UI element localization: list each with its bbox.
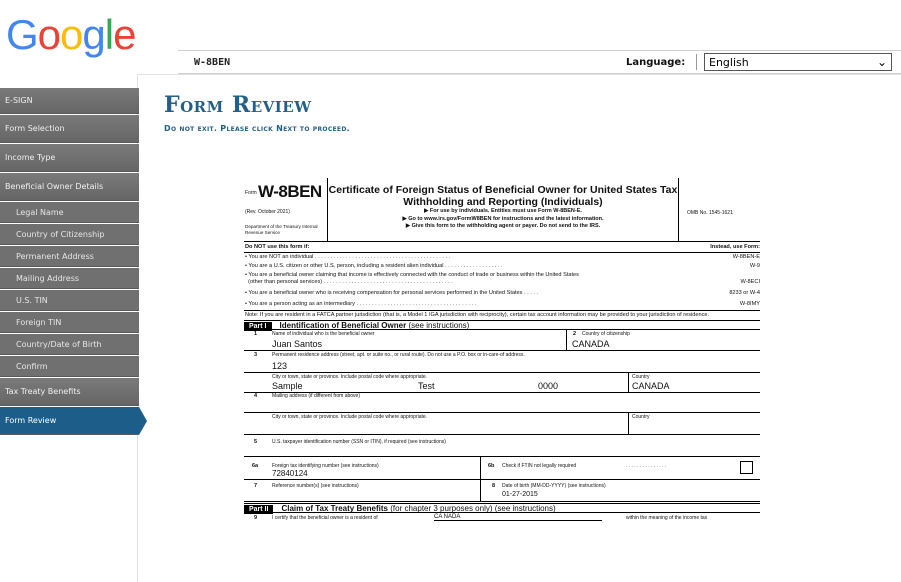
- w8ben-form-preview: [244, 178, 760, 582]
- line-4-country-label: Country: [632, 414, 650, 420]
- sidebar-item-e-sign[interactable]: [0, 88, 139, 114]
- line-1-label: Name of individual who is the beneficial owner: [272, 331, 375, 337]
- condition-form: W-8ECI: [740, 278, 760, 285]
- leader-dots: . . . . . . . . . . . . . . . . . . .: [445, 263, 503, 269]
- form-instruction-3: ▶ Give this form to the withholding agent or payer. Do not send to the IRS.: [405, 223, 601, 229]
- part-1-note: (see instructions): [408, 321, 470, 330]
- line-2-label: Country of citizenship: [582, 331, 630, 337]
- sidebar-item-label: Mailing Address: [16, 273, 80, 283]
- sidebar-item-beneficial-owner-details[interactable]: [0, 173, 139, 201]
- line-1-value: Juan Santos: [272, 339, 323, 349]
- sidebar-item-label: Country/Date of Birth: [16, 339, 102, 349]
- form-id-box: [244, 178, 328, 242]
- condition-text: (other than personal services): [248, 278, 323, 285]
- omb-number: OMB No. 1545-1621: [687, 210, 733, 216]
- part-1-tag: Part I: [244, 322, 272, 331]
- line-7-label: Reference number(s) (see instructions): [272, 483, 359, 489]
- line-4-city-label: City or town, state or province. Include postal code where appropriate.: [272, 414, 428, 420]
- leader-dots: . . . . . . . . . . . . . . . . . . . . . . . . . . . . . . . . . . . . . . . . . .: [323, 278, 453, 285]
- cell-divider: [480, 457, 481, 479]
- line-number: 7: [254, 483, 258, 489]
- form-instruction-1: ▶ For use by individuals. Entities must use Form W-8BEN-E.: [424, 208, 582, 214]
- line-6b-label: Check if FTIN not legally required: [502, 463, 577, 469]
- part-1-header: [244, 320, 760, 330]
- line-number: 1: [254, 331, 258, 337]
- part-1-title: Identification of Beneficial Owner: [279, 321, 407, 330]
- form-word: Form: [245, 190, 257, 196]
- logo-letter: g: [82, 11, 105, 58]
- sidebar-item-country-of-citizenship[interactable]: [0, 224, 139, 245]
- line-number: 6b: [488, 463, 495, 469]
- condition-text: • You are a person acting as an intermediary: [245, 300, 355, 307]
- sidebar-item-label: Foreign TIN: [16, 317, 62, 327]
- sidebar-item-label: Permanent Address: [16, 251, 94, 261]
- leader-dots: . . . . . . . . . . . . . . . . . . . . . . . . . . . . . . . . . . . . . . . . . . . .: [314, 254, 451, 260]
- line-5: [244, 435, 760, 457]
- condition-form: W-8IMY: [739, 300, 760, 307]
- logo-letter: o: [60, 11, 83, 58]
- page-subtitle: Do not exit. Please click Next to proceed.: [164, 124, 350, 133]
- logo-letter: o: [37, 11, 61, 58]
- form-department: Department of the Treasury Internal Revenue Service: [245, 224, 318, 235]
- form-header: [244, 178, 760, 242]
- line-9: [244, 513, 760, 525]
- form-title-box: [328, 178, 678, 242]
- line-6a-value: 72840124: [272, 469, 308, 478]
- sidebar-item-label: Confirm: [16, 361, 48, 371]
- form-code: W-8BEN: [194, 56, 231, 68]
- line-number: 9: [254, 515, 258, 521]
- sidebar-item-permanent-address[interactable]: [0, 246, 139, 267]
- logo-letter: G: [6, 11, 38, 58]
- instead-label: Instead, use Form:: [710, 244, 760, 250]
- header-bar: [178, 50, 901, 74]
- sidebar-item-legal-name[interactable]: [0, 202, 139, 223]
- line-3: [244, 351, 760, 373]
- fatca-note: [244, 311, 760, 321]
- form-omb-box: [678, 178, 760, 242]
- line-number: 8: [492, 483, 496, 489]
- line-3-postal-value: 0000: [538, 381, 559, 391]
- line-4-label: Mailing address (if different from above): [272, 393, 361, 399]
- condition-row: [244, 279, 760, 286]
- logo-letter: l: [104, 11, 114, 58]
- condition-row: [244, 262, 760, 271]
- condition-row: [244, 271, 760, 279]
- sidebar-item-us-tin[interactable]: [0, 290, 139, 311]
- line-number: 3: [254, 352, 258, 358]
- condition-text: • You are a beneficial owner who is receiving compensation for personal services performed in the United States: [245, 289, 523, 296]
- line-4: [244, 393, 760, 413]
- line-8-value: 01-27-2015: [502, 491, 538, 498]
- line-1-2: [244, 330, 760, 351]
- line-3-state-value: Test: [418, 381, 435, 391]
- line-3-label: Permanent residence address (street, apt. or suite no., or rural route). Do not use a P.O. box or in-care-of address.: [272, 352, 525, 358]
- condition-form: W-8BEN-E: [732, 254, 760, 260]
- part-2-note: (for chapter 3 purposes only) (see instructions): [390, 504, 556, 513]
- condition-text: • You are a U.S. citizen or other U.S. person, including a resident alien individual: [245, 263, 444, 269]
- leader-dots: . . . . . . . . . . . . . . . . . . . . . . . . . . . . . . . . . . . . . . .: [356, 300, 477, 307]
- page-title: Form Review: [164, 92, 312, 118]
- language-label: Language:: [626, 56, 686, 68]
- line-6a-label: Foreign tax identifying number (see instructions): [272, 463, 379, 469]
- line-6: [244, 457, 760, 480]
- sidebar-item-tax-treaty-benefits[interactable]: [0, 378, 139, 406]
- cell-divider: [566, 330, 567, 350]
- form-revision: (Rev. October 2021): [245, 209, 290, 215]
- line-number: 6a: [252, 463, 259, 469]
- form-instruction-2: ▶ Go to www.irs.gov/FormW8BEN for instructions and the latest information.: [402, 215, 604, 222]
- line-3-value: 123: [272, 361, 288, 371]
- line-9-value: CA NADA: [434, 514, 602, 521]
- line-2-value: CANADA: [572, 339, 610, 349]
- content-divider: [137, 74, 901, 75]
- language-select[interactable]: [704, 53, 892, 71]
- condition-text: • You are a beneficial owner claiming that income is effectively connected with the conduct of trade or business within the United States: [245, 272, 579, 278]
- condition-row: [244, 289, 760, 298]
- line-number: 4: [254, 393, 258, 399]
- sidebar-item-mailing-address[interactable]: [0, 268, 139, 289]
- sidebar-item-country-date-of-birth[interactable]: [0, 334, 139, 355]
- sidebar-item-label: Legal Name: [16, 207, 64, 217]
- sidebar-item-foreign-tin[interactable]: [0, 312, 139, 333]
- cell-divider: [480, 480, 481, 501]
- part-2-title: Claim of Tax Treaty Benefits: [281, 504, 389, 513]
- cell-divider: [628, 413, 629, 434]
- line-3-country-label: Country: [632, 374, 650, 380]
- line-number: 2: [573, 331, 577, 337]
- condition-form: W-9: [749, 263, 760, 269]
- google-logo: [6, 11, 136, 58]
- sidebar: [0, 88, 146, 436]
- form-name: W-8BEN: [258, 182, 322, 201]
- sidebar-item-label: Form Review: [5, 416, 57, 425]
- sidebar-item-label: Form Selection: [5, 124, 65, 133]
- condition-text: • You are NOT an individual: [245, 254, 314, 260]
- line-3-country-value: CANADA: [632, 381, 670, 391]
- form-title: Certificate of Foreign Status of Beneficial Owner for United States Tax Withholding and Reporting (Individuals): [328, 184, 678, 208]
- ftin-not-required-checkbox[interactable]: [740, 461, 753, 474]
- sidebar-item-label: Tax Treaty Benefits: [5, 387, 81, 396]
- line-8-label: Date of birth (MM-DD-YYYY) (see instructions): [502, 483, 606, 489]
- line-3-city-value: Sample: [272, 381, 303, 391]
- sidebar-item-label: U.S. TIN: [16, 295, 48, 305]
- condition-row: [244, 300, 760, 309]
- sidebar-item-income-type[interactable]: [0, 144, 139, 172]
- line-5-label: U.S. taxpayer identification number (SSN or ITIN), if required (see instructions): [272, 439, 446, 445]
- sidebar-item-label: Beneficial Owner Details: [5, 182, 104, 191]
- sidebar-item-form-selection[interactable]: [0, 115, 139, 143]
- line-4-city: [244, 413, 760, 435]
- line-7-8: [244, 480, 760, 502]
- language-value: English: [709, 55, 749, 69]
- do-not-use-heading: [244, 243, 760, 252]
- leader-dots: . . . . .: [524, 289, 539, 296]
- condition-form: 8233 or W-4: [729, 289, 760, 296]
- sidebar-item-form-review[interactable]: [0, 407, 139, 435]
- do-not-use-label: Do NOT use this form if:: [245, 244, 310, 250]
- cell-divider: [628, 373, 629, 392]
- sidebar-item-label: E-SIGN: [5, 96, 33, 105]
- part-2-header: [244, 503, 760, 513]
- line-3-city: [244, 373, 760, 393]
- sidebar-item-label: Country of Citizenship: [16, 229, 105, 239]
- chevron-down-icon: ⌄: [876, 55, 887, 69]
- part-2-tag: Part II: [244, 505, 273, 514]
- leader-dots: . . . . . . . . . . . . . . .: [626, 463, 667, 469]
- sidebar-item-label: Income Type: [5, 153, 56, 162]
- condition-row: [244, 253, 760, 262]
- language-divider: [696, 54, 697, 70]
- line-9-label: I certify that the beneficial owner is a resident of: [272, 515, 378, 521]
- sidebar-item-confirm[interactable]: [0, 356, 139, 377]
- line-9-tail: within the meaning of the income tax: [626, 515, 708, 521]
- line-number: 5: [254, 439, 258, 445]
- logo-letter: e: [113, 11, 136, 58]
- fatca-note-text: Note: If you are resident in a FATCA partner jurisdiction (that is, a Model 1 IGA jurisdiction with reciprocity), certain tax account information may be provided to your jurisdiction of residence.: [245, 311, 710, 318]
- line-3-city-label: City or town, state or province. Include postal code where appropriate.: [272, 374, 428, 380]
